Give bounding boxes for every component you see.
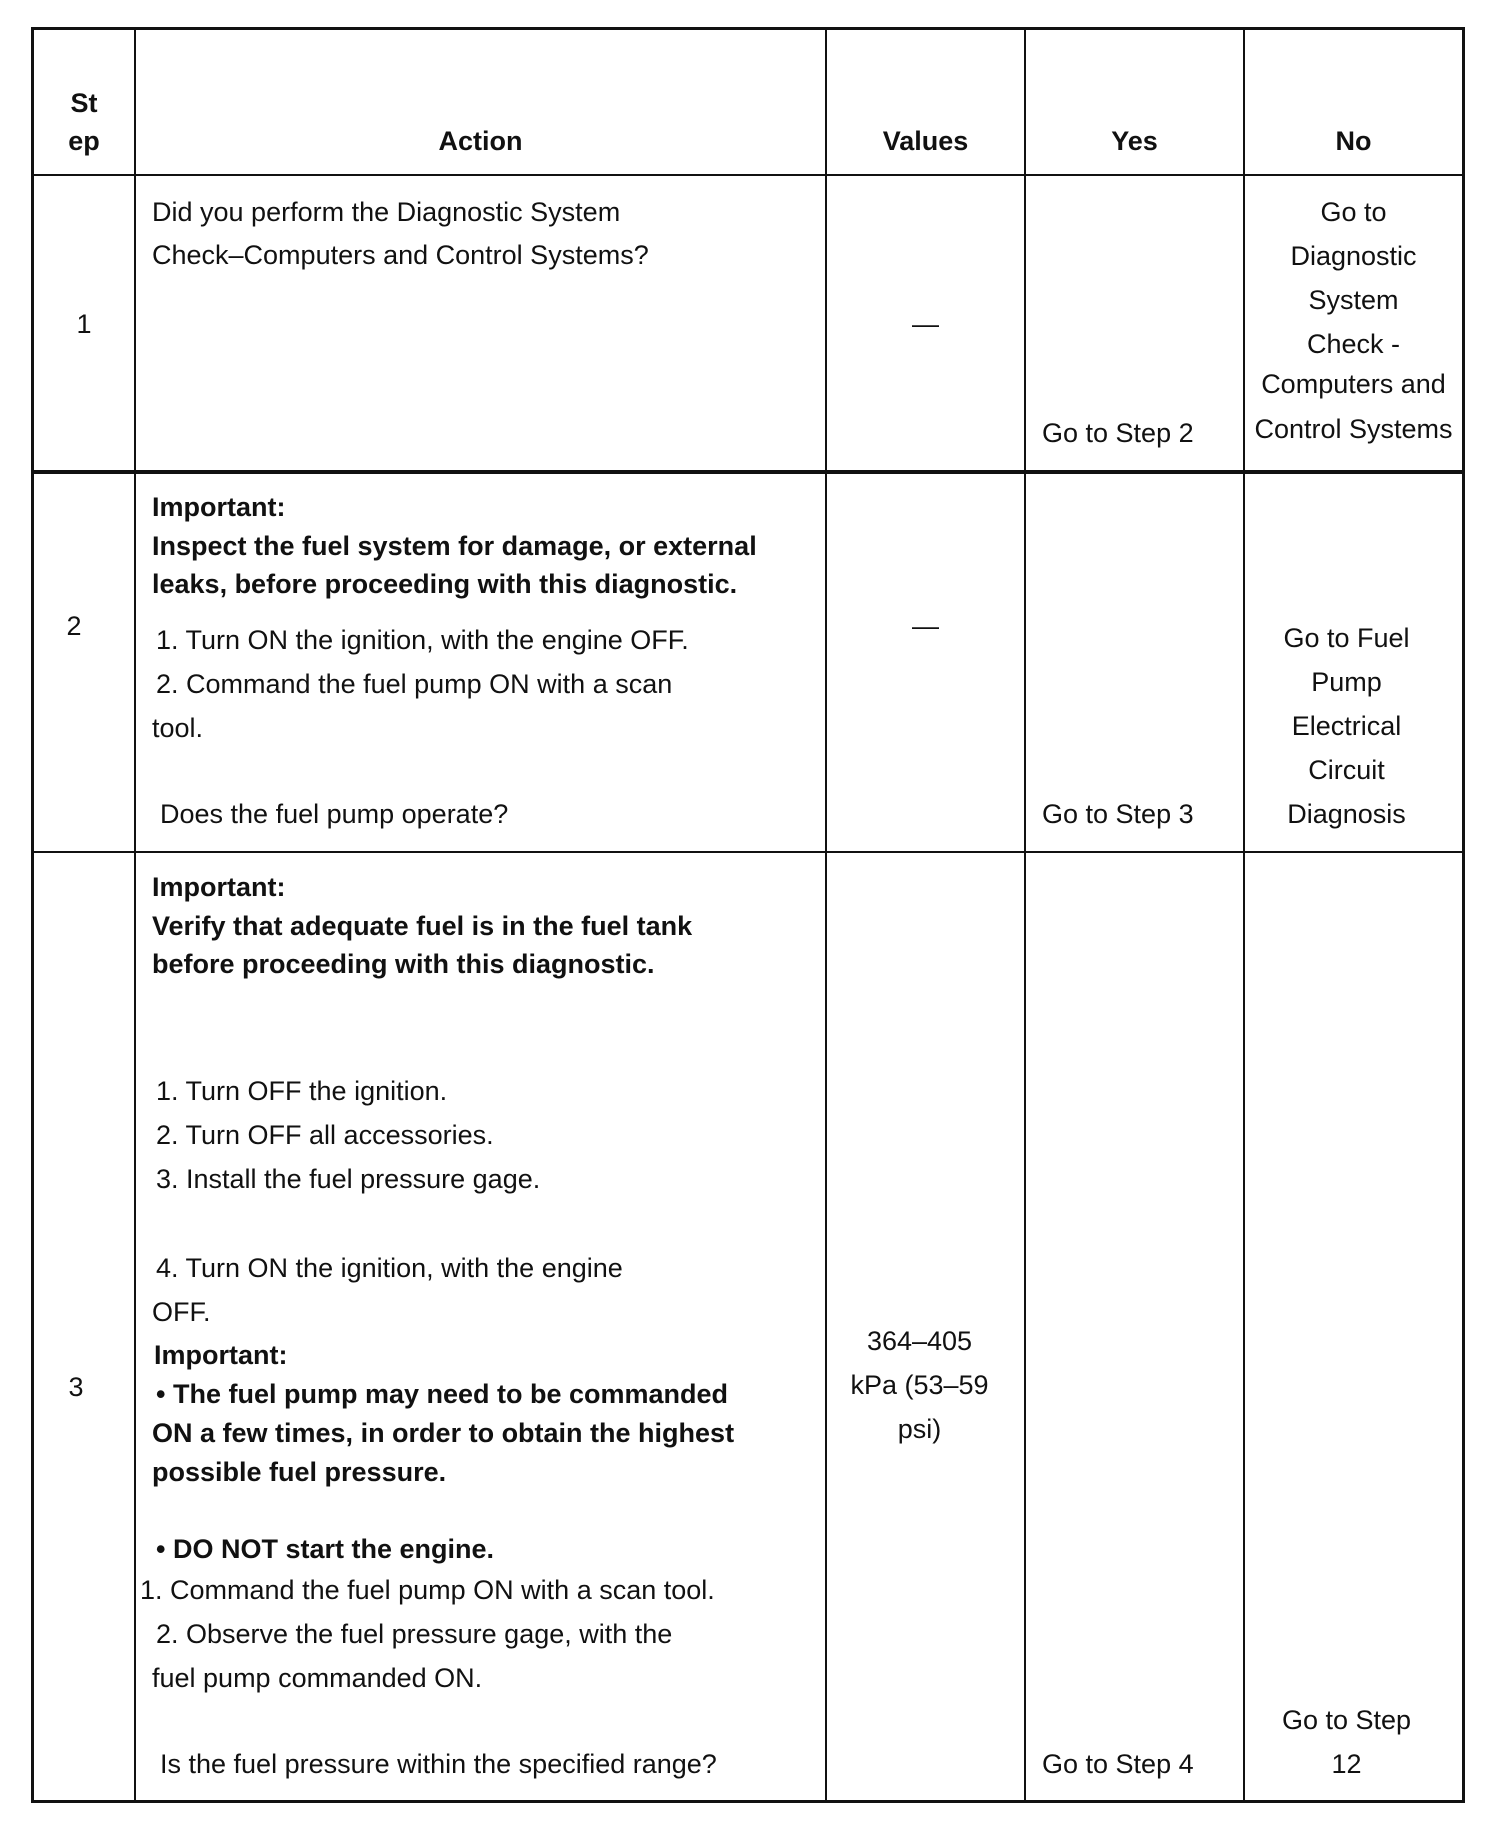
- row2-step: 2: [66, 611, 82, 641]
- row3-item6: 2. Observe the fuel pressure gage, with the: [156, 1619, 673, 1649]
- row2-important-label: Important:: [152, 492, 286, 522]
- row3-step: 3: [68, 1372, 84, 1402]
- row3-no-line2: 12: [1331, 1749, 1362, 1779]
- row3-item5: 1. Command the fuel pump ON with a scan tool.: [140, 1575, 715, 1605]
- row1-no-line5: Computers and: [1261, 369, 1446, 399]
- table-border-right: [1462, 27, 1465, 1803]
- row2-no-line1: Go to Fuel: [1283, 623, 1410, 653]
- row3-important-line1: Verify that adequate fuel is in the fuel tank: [152, 911, 693, 941]
- table-border-top: [31, 27, 1465, 30]
- row2-important-line1: Inspect the fuel system for damage, or external: [152, 531, 757, 561]
- table-border-bottom: [31, 1800, 1465, 1803]
- row1-action-line2: Check–Computers and Control Systems?: [152, 240, 649, 270]
- row3-bullet1-line2: ON a few times, in order to obtain the highest: [152, 1418, 735, 1448]
- row3-important-line2: before proceeding with this diagnostic.: [152, 949, 655, 979]
- row2-important-line2: leaks, before proceeding with this diagnostic.: [152, 569, 738, 599]
- row1-action-line1: Did you perform the Diagnostic System: [152, 197, 621, 227]
- row2-no-line4: Circuit: [1308, 755, 1385, 785]
- row3-bullet1-line1: • The fuel pump may need to be commanded: [156, 1379, 729, 1409]
- col-divider-values: [1024, 27, 1026, 1803]
- row1-no-line3: System: [1308, 285, 1399, 315]
- row2-item2: 2. Command the fuel pump ON with a scan: [156, 669, 673, 699]
- row3-important2-label: Important:: [154, 1340, 288, 1370]
- col-divider-step: [134, 27, 136, 1803]
- row3-item4: 4. Turn ON the ignition, with the engine: [156, 1253, 623, 1283]
- row2-no-line2: Pump: [1311, 667, 1382, 697]
- row3-item2: 2. Turn OFF all accessories.: [156, 1120, 494, 1150]
- row1-yes: Go to Step 2: [1042, 418, 1194, 448]
- header-yes: Yes: [1111, 126, 1158, 156]
- row3-question: Is the fuel pressure within the specified range?: [160, 1749, 717, 1779]
- row3-bullet1-line3: possible fuel pressure.: [152, 1457, 447, 1487]
- header-values: Values: [882, 126, 969, 156]
- row1-value: —: [912, 309, 939, 339]
- row-divider-2: [31, 851, 1465, 853]
- row2-item1: 1. Turn ON the ignition, with the engine OFF.: [156, 625, 689, 655]
- row2-yes: Go to Step 3: [1042, 799, 1194, 829]
- row3-item6-cont: fuel pump commanded ON.: [152, 1663, 483, 1693]
- row3-value-line1: 364–405: [866, 1326, 973, 1356]
- row2-no-line5: Diagnosis: [1287, 799, 1406, 829]
- header-no: No: [1335, 126, 1372, 156]
- row1-step: 1: [76, 309, 92, 339]
- row2-question: Does the fuel pump operate?: [160, 799, 509, 829]
- header-divider: [31, 174, 1465, 176]
- row3-value-line3: psi): [897, 1414, 942, 1444]
- table-border-left: [31, 27, 34, 1803]
- row3-item3: 3. Install the fuel pressure gage.: [156, 1164, 541, 1194]
- row3-item1: 1. Turn OFF the ignition.: [156, 1076, 448, 1106]
- row1-no-line6: Control Systems: [1254, 414, 1453, 444]
- row3-no-line1: Go to Step: [1281, 1705, 1412, 1735]
- row2-item2-cont: tool.: [152, 713, 204, 743]
- header-step-line1: St: [70, 88, 98, 118]
- col-divider-action: [825, 27, 827, 1803]
- row3-bullet2: • DO NOT start the engine.: [156, 1534, 494, 1564]
- row1-no-line1: Go to: [1320, 197, 1387, 227]
- row1-no-line2: Diagnostic: [1290, 241, 1417, 271]
- row1-no-line4: Check -: [1306, 329, 1401, 359]
- row3-important-label: Important:: [152, 872, 286, 902]
- row2-no-line3: Electrical: [1291, 711, 1402, 741]
- row3-item4-cont: OFF.: [152, 1297, 211, 1327]
- header-action: Action: [438, 126, 523, 156]
- header-step-line2: ep: [68, 126, 100, 156]
- row-divider-1: [31, 470, 1465, 474]
- row3-value-line2: kPa (53–59: [850, 1370, 989, 1400]
- row3-yes: Go to Step 4: [1042, 1749, 1194, 1779]
- row2-value: —: [912, 611, 939, 641]
